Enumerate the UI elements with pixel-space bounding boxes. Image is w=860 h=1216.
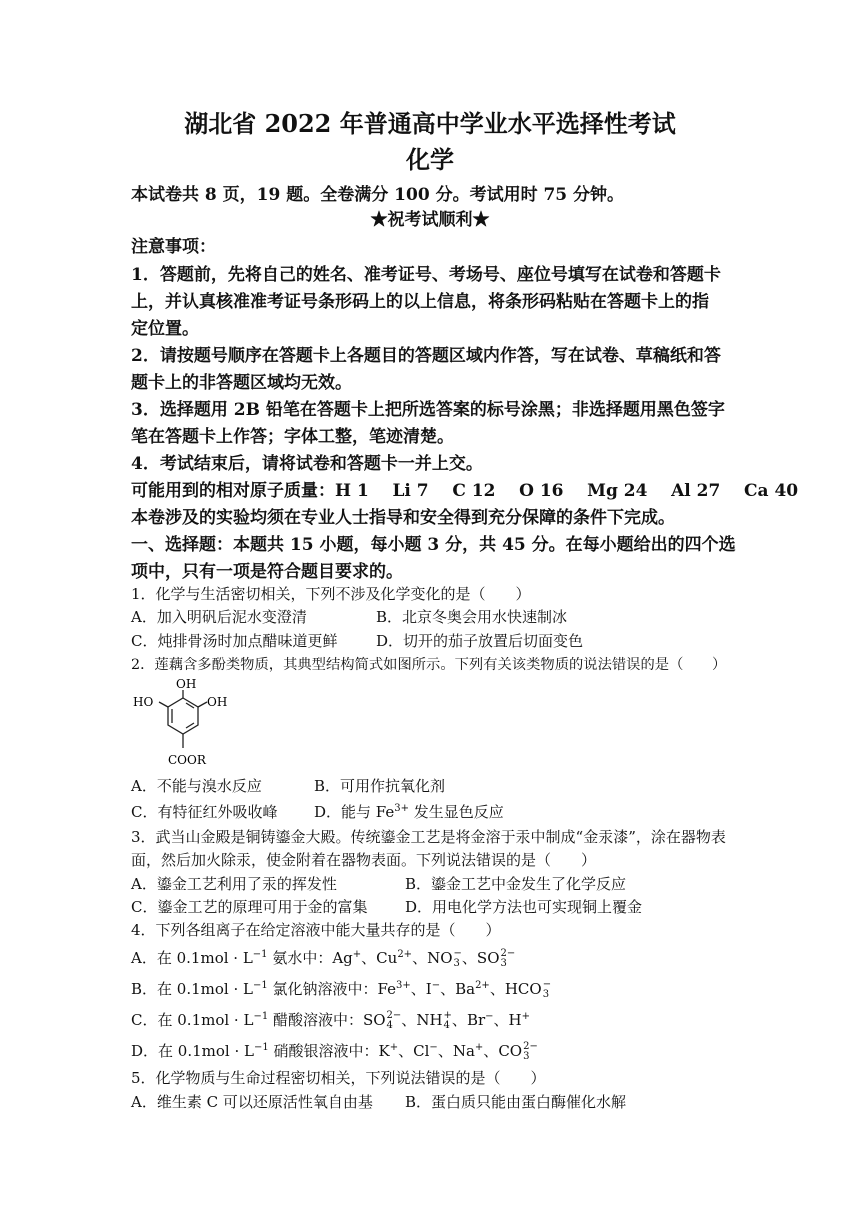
q3-option-c: C．鎏金工艺的原理可用于金的富集 xyxy=(131,898,368,916)
notice-item-3-cont: 笔在答题卡上作答；字体工整，笔迹清楚。 xyxy=(131,427,454,447)
exam-intro: 本试卷共 8 页，19 题。全卷满分 100 分。考试用时 75 分钟。 xyxy=(131,185,625,205)
notice-item-1-cont: 定位置。 xyxy=(131,319,199,339)
q5-option-a: A．维生素 C 可以还原活性氧自由基 xyxy=(131,1093,373,1111)
q2-option-a: A．不能与溴水反应 xyxy=(131,777,262,795)
q2-option-b: B．可用作抗氧化剂 xyxy=(314,777,446,795)
ho-left-label: HO xyxy=(133,695,154,709)
notice-item-4: 4．考试结束后，请将试卷和答题卡一并上交。 xyxy=(131,454,483,474)
good-luck-line: ★祝考试顺利★ xyxy=(370,210,490,230)
q4-option-c: C．在 $0.1mol \cdot L^{-1}$ 醋酸溶液中：SO 2− 4 、NH + 4 、Br−、H+ xyxy=(131,1010,531,1031)
safety-note: 本卷涉及的实验均须在专业人士指导和安全得到充分保障的条件下完成。 xyxy=(131,508,675,528)
notice-heading: 注意事项： xyxy=(131,237,216,257)
notice-item-2: 2．请按题号顺序在答题卡上各题目的答题区域内作答，写在试卷、草稿纸和答 xyxy=(131,346,721,366)
q5-option-b: B．蛋白质只能由蛋白酶催化水解 xyxy=(405,1093,627,1111)
notice-item-2-cont: 题卡上的非答题区域均无效。 xyxy=(131,373,352,393)
q1-option-c: C．炖排骨汤时加点醋味道更鲜 xyxy=(131,632,338,650)
notice-item-3: 3．选择题用 2B 铅笔在答题卡上把所选答案的标号涂黑；非选择题用黑色签字 xyxy=(131,400,725,420)
section-heading: 一、选择题：本题共 15 小题，每小题 3 分，共 45 分。在每小题给出的四个选 xyxy=(131,535,736,555)
notice-item-1: 1．答题前，先将自己的姓名、准考证号、考场号、座位号填写在试卷和答题卡 xyxy=(131,265,721,285)
q3-option-d: D．用电化学方法也可实现铜上覆金 xyxy=(405,898,643,916)
question-4-stem: 4．下列各组离子在给定溶液中能大量共存的是（ ） xyxy=(131,921,501,939)
question-5-stem: 5．化学物质与生命过程密切相关，下列说法错误的是（ ） xyxy=(131,1069,546,1087)
q1-option-b: B．北京冬奥会用水快速制冰 xyxy=(376,608,568,626)
section-heading-cont: 项中，只有一项是符合题目要求的。 xyxy=(131,562,403,582)
oh-right-label: OH xyxy=(207,695,228,709)
q2-option-c: C．有特征红外吸收峰 xyxy=(131,803,278,821)
subject-title: 化学 xyxy=(406,145,454,174)
exam-title: 湖北省 2022 年普通高中学业水平选择性考试 xyxy=(184,109,676,138)
q3-option-a: A．鎏金工艺利用了汞的挥发性 xyxy=(131,875,337,893)
q2-option-d: D．能与 $Fe^{3+}$ 发生显色反应 xyxy=(314,803,504,821)
q1-option-d: D．切开的茄子放置后切面变色 xyxy=(376,632,584,650)
oh-top-label: OH xyxy=(176,677,197,691)
question-3-stem-cont: 面，然后加火除汞，使金附着在器物表面。下列说法错误的是（ ） xyxy=(131,851,597,869)
question-3-stem: 3．武当山金殿是铜铸鎏金大殿。传统鎏金工艺是将金溶于汞中制成“金汞漆”，涂在器物表 xyxy=(131,828,726,846)
atomic-masses: 可能用到的相对原子质量：H 1 Li 7 C 12 O 16 Mg 24 Al 27 Ca 40 xyxy=(131,481,799,501)
q4-option-b: B．在 $0.1mol \cdot L^{-1}$ 氯化钠溶液中：$Fe^{3+}$、I−、$Ba^{2+}$、HCO − 3 xyxy=(131,979,552,1000)
polyphenol-structure-diagram xyxy=(128,676,238,772)
q1-option-a: A．加入明矾后泥水变澄清 xyxy=(131,608,307,626)
question-1-stem: 1．化学与生活密切相关，下列不涉及化学变化的是（ ） xyxy=(131,585,531,603)
q3-option-b: B．鎏金工艺中金发生了化学反应 xyxy=(405,875,627,893)
q4-option-a: A．在 $0.1mol \cdot L^{-1}$ 氨水中：Ag+、$Cu^{2+}$、NO − 3 、SO 2− 3 xyxy=(131,948,516,969)
coor-label: COOR xyxy=(168,753,206,767)
notice-item-1-cont: 上，并认真核准准考证号条形码上的以上信息，将条形码粘贴在答题卡上的指 xyxy=(131,292,709,312)
question-2-stem: 2．莲藕含多酚类物质，其典型结构简式如图所示。下列有关该类物质的说法错误的是（ ） xyxy=(131,657,727,673)
q4-option-d: D．在 $0.1mol \cdot L^{-1}$ 硝酸银溶液中：K+、Cl−、Na+、CO 2− 3 xyxy=(131,1041,538,1062)
